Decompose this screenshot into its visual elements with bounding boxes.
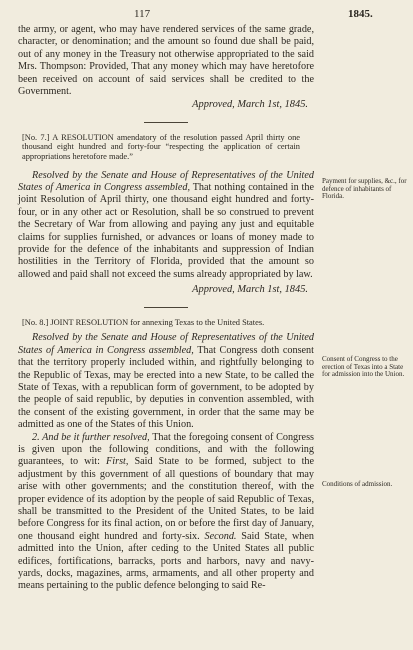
page-header — [0, 8, 413, 22]
margin-note-florida: Payment for supplies, &c., for defence of inhabitants of Florida. — [322, 177, 407, 201]
margin-note-texas-consent: Consent of Congress to the erection of Texas into a State for admission into the Union. — [322, 355, 405, 379]
second-label: Second. — [204, 530, 237, 542]
resolution-8-body-2: That the foregoing consent of Congress is given upon the following conditions, and with the following guarantees, to wit: — [18, 431, 314, 468]
resolution-7-heading: [No. 7.] A RESOLUTION amendatory of the resolution passed April thirty one thousand eight hundred and forty-four “respecting the application of certain appropriations heretofore made.” — [22, 132, 300, 162]
first-label: First, — [106, 456, 129, 468]
resolution-8-paragraph-1 — [18, 332, 314, 431]
resolution-7-approved: Approved, March 1st, 1845. — [192, 284, 308, 296]
page-body — [18, 24, 314, 593]
resolution-8-body-1: That Congress doth consent that the territory properly included within, and rightfully belonging to the Republic of Texas, may be erected into a new State, to be called the State of Texas, with a republican form of government, to be adopted by the people of said republic, by deputies in convention assembled, with the consent of the existing government, in order that the same may be admitted as one of the States of this Union. — [18, 344, 314, 431]
page-number: 117 — [134, 8, 151, 20]
resolution-8-paragraph-2 — [18, 432, 314, 593]
intro-approved: Approved, March 1st, 1845. — [192, 99, 308, 111]
resolution-8-enacting-clause: Resolved by the Senate and House of Representatives of the United States of America in Congress assembled, — [18, 332, 314, 356]
resolution-8-body-3: Said State to be formed, subject to the adjustment by this government of all questions of boundary that may arise with other governments; and the constitution thereof, with the proper evidence of its adoption by the people of said Republic of Texas, shall be transmitted to the President of the United States, to be laid before Congress for its final action, on or before the first day of January, one thousand eight hundred and forty-six. — [18, 456, 315, 542]
resolution-7-body: That nothing contained in the joint Resolution of April thirty, one thousand eight hundred and forty-four, or in any other act or Resolution, shall be so construed to prevent the Secretary of War from allowing and paying any just and equitable claims for supplies furnished, or advances or loans of money made to provide for the defence of the inhabitants and suppression of Indian hostilities in the Territory of Florida, provided that the amount so allowed and paid shall not exceed the sums already appropriated by law. — [18, 182, 314, 280]
margin-note-conditions: Conditions of admission. — [322, 480, 393, 488]
resolution-7-enacting-clause: Resolved by the Senate and House of Representatives of the United States of America in Congress assembled, — [18, 169, 314, 194]
resolution-8-body-4: Said State, when admitted into the Union, after ceding to the United States all public edifices, fortifications, barracks, ports and harbors, navy and navy-yards, docks, magazines, arms, armaments, and all other property and means pertaining to the public defence belonging to said Re- — [18, 530, 315, 592]
page-year: 1845. — [348, 8, 373, 20]
resolution-8-section-2-prefix: 2. And be it further resolved, — [32, 431, 150, 443]
resolution-8-heading: [No. 8.] JOINT RESOLUTION for annexing Texas to the United States. — [22, 317, 265, 327]
resolution-7-paragraph — [18, 170, 314, 282]
intro-paragraph: the army, or agent, who may have rendered services of the same grade, character, or denomination; and the amount so found due shall be paid, out of any money in the Treasury not otherwise appropriated to the said Mrs. Thompson: Provided, That any money which may have heretofore been received on account of said services shall be credited to the Government. — [18, 24, 314, 98]
